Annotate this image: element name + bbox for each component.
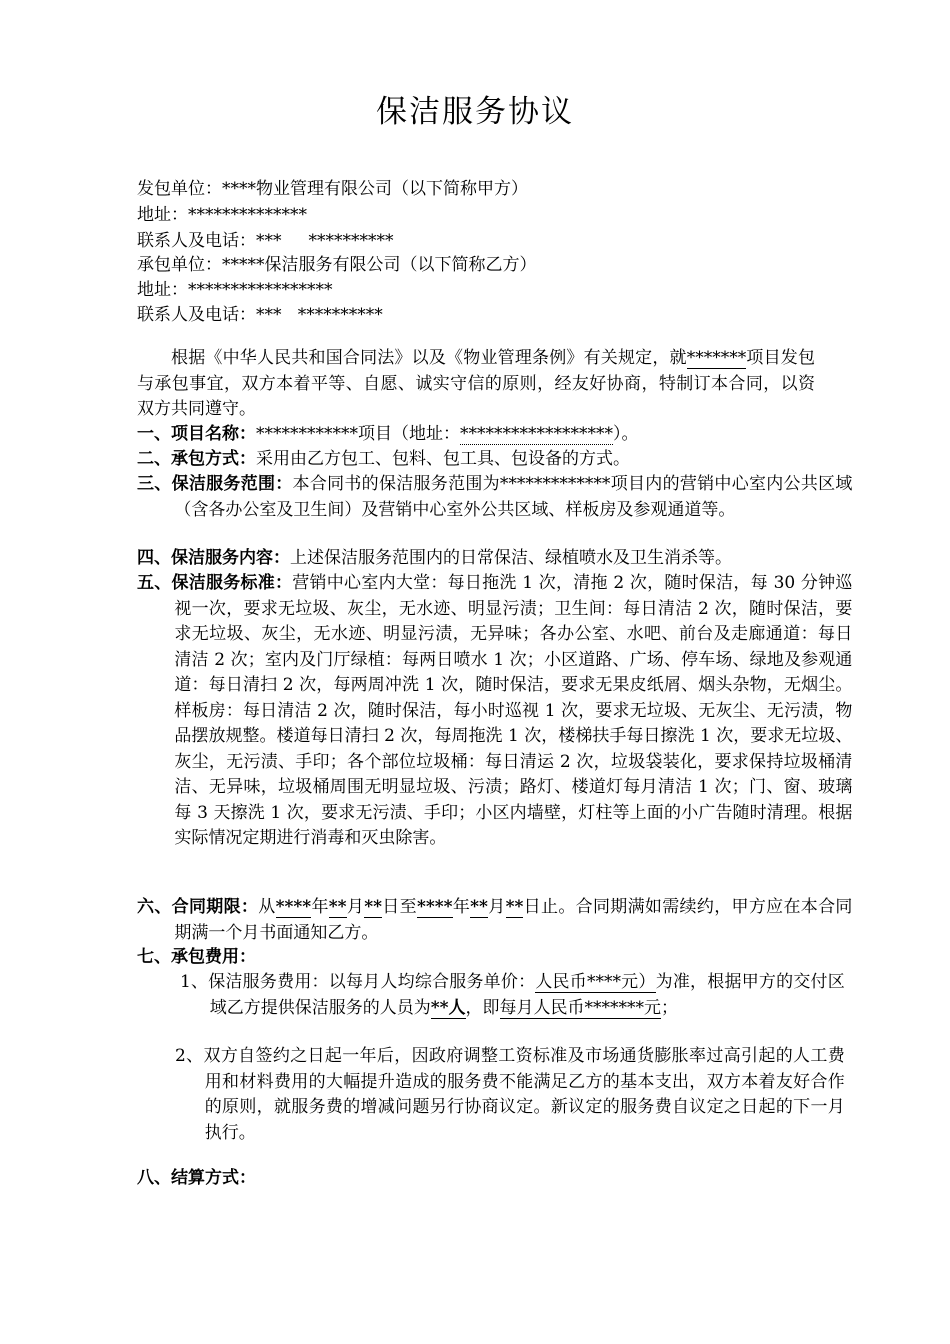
year-label: 年 xyxy=(311,897,329,917)
section-text: 本合同书的保洁服务范围为*************项目内的营销中心室内公共区域（含各办公室及卫生间）及营销中心室外公共区域、样板房及参观通道等。 xyxy=(174,474,853,520)
intro-text-before: 根据《中华人民共和国合同法》以及《物业管理条例》有关规定，就 xyxy=(171,348,687,368)
fee-text: ，即 xyxy=(465,997,500,1018)
section-text: ）。 xyxy=(613,424,639,444)
section-label: 二、承包方式： xyxy=(137,449,256,469)
staff-count: **人 xyxy=(430,997,466,1018)
section-service-content xyxy=(137,546,852,572)
section-label: 一、项目名称： xyxy=(137,424,256,444)
contractor-line: 发包单位：****物业管理有限公司（以下简称甲方） xyxy=(137,179,528,199)
section-contract-mode xyxy=(137,447,852,473)
section-text: 上述保洁服务范围内的日常保洁、绿植喷水及卫生消杀等。 xyxy=(290,548,732,568)
end-day: ** xyxy=(505,897,524,917)
intro-paragraph xyxy=(137,346,815,423)
contractee-contact: 联系人及电话：*** ********** xyxy=(137,305,383,325)
month-label: 月 xyxy=(487,897,506,917)
document-title: 保洁服务协议 xyxy=(376,94,574,130)
section-contract-term xyxy=(137,895,852,946)
section-label: 三、保洁服务范围： xyxy=(137,474,293,494)
start-month: ** xyxy=(328,897,347,917)
section-service-scope xyxy=(137,472,852,523)
section-text: 采用由乙方包工、包料、包工具、包设备的方式。 xyxy=(256,449,630,469)
intro-text-after: 项目发包与承包事宜，双方本着平等、自愿、诚实守信的原则，经友好协商，特制订本合同，以资双方共同遵守。 xyxy=(137,348,815,419)
fee-text: 双方自签约之日起一年后，因政府调整工资标准及市场通货膨胀率过高引起的人工费用和材料费用的大幅提升造成的服务费不能满足乙方的基本支出，双方本着友好合作的原则，就服务费的增减问题另行协商议定。新议定的服务费自议定之日起的下一月执行。 xyxy=(203,1046,845,1143)
monthly-fee: 每月人民币*******元 xyxy=(499,997,662,1018)
fee-text: 为准，根据甲方的交付区域乙方提供保洁服务的人员为 xyxy=(209,972,845,1018)
item-number: 2、 xyxy=(175,1046,204,1066)
section-text: ************项目（地址： xyxy=(256,424,460,444)
section-label: 五、保洁服务标准： xyxy=(137,573,293,593)
contractor-contact: 联系人及电话：*** ********** xyxy=(137,231,394,251)
term-from: 从 xyxy=(258,897,276,917)
section-label: 六、合同期限： xyxy=(137,897,259,917)
section-settlement xyxy=(137,1166,852,1192)
unit-price: 人民币****元） xyxy=(535,972,656,992)
contractee-address: 地址：***************** xyxy=(137,280,333,300)
start-day: ** xyxy=(364,897,382,917)
section-label: 七、承包费用： xyxy=(137,947,256,967)
end-month: ** xyxy=(470,897,488,917)
section-service-standard xyxy=(137,571,852,852)
section-label: 四、保洁服务内容： xyxy=(137,548,290,568)
start-year: **** xyxy=(275,897,312,917)
section-text: 营销中心室内大堂：每日拖洗 1 次，清拖 2 次，随时保洁，每 30 分钟巡视一次，要求无垃圾、灰尘，无水迹、明显污渍；卫生间：每日清洁 2 次，随时保洁，要求无垃圾、灰尘，无水迹、明显污渍，无异味；各办公室、水吧、前台及走廊通道：每日清洁 2 次；室内及门厅绿植：每两日喷水 1 次；小区道路、广场、停车场、绿地及参观通道：每日清扫 2 次，每两周冲洗 1 次，随时保洁，要求无果皮纸屑、烟头杂物，无烟尘。样板房：每日清洁 2 次，随时保洁，每小时巡视 1 次，要求无垃圾、无灰尘、无污渍，物品摆放规整。楼道每日清扫 2 次，每周拖洗 1 次，楼梯扶手每日擦洗 1 次，要求无垃圾、灰尘，无污渍、手印；各个部位垃圾桶：每日清运 2 次，垃圾袋装化，要求保持垃圾桶清洁、无异味，垃圾桶周围无明显垃圾、污渍；路灯、楼道灯每月清洁 1 次；门、窗、玻璃每 3 天擦洗 1 次，要求无污渍、手印；小区内墙壁，灯柱等上面的小广告随时清理。根据实际情况定期进行消毒和灭虫除害。 xyxy=(174,573,853,848)
day-label: 日至 xyxy=(381,897,417,917)
section-contract-fee xyxy=(137,945,852,971)
section-project-name xyxy=(137,422,852,448)
project-address: ****************** xyxy=(460,424,613,444)
year-label: 年 xyxy=(452,897,471,917)
section-label: 八、结算方式： xyxy=(137,1168,256,1188)
contractor-address: 地址：************** xyxy=(137,205,307,225)
month-label: 月 xyxy=(346,897,365,917)
fee-item-2 xyxy=(175,1044,845,1146)
intro-project-name: ******* xyxy=(686,348,747,368)
term-tail: 日止。合同期满如需续约，甲方应在本合同期满一个月书面通知乙方。 xyxy=(174,897,853,943)
fee-text: ； xyxy=(661,997,679,1018)
end-year: **** xyxy=(416,897,453,917)
fee-item-1 xyxy=(180,970,845,1021)
contractee-line: 承包单位：*****保洁服务有限公司（以下简称乙方） xyxy=(137,255,537,275)
fee-text: 保洁服务费用：以每月人均综合服务单价： xyxy=(208,972,536,992)
item-number: 1、 xyxy=(180,972,209,992)
